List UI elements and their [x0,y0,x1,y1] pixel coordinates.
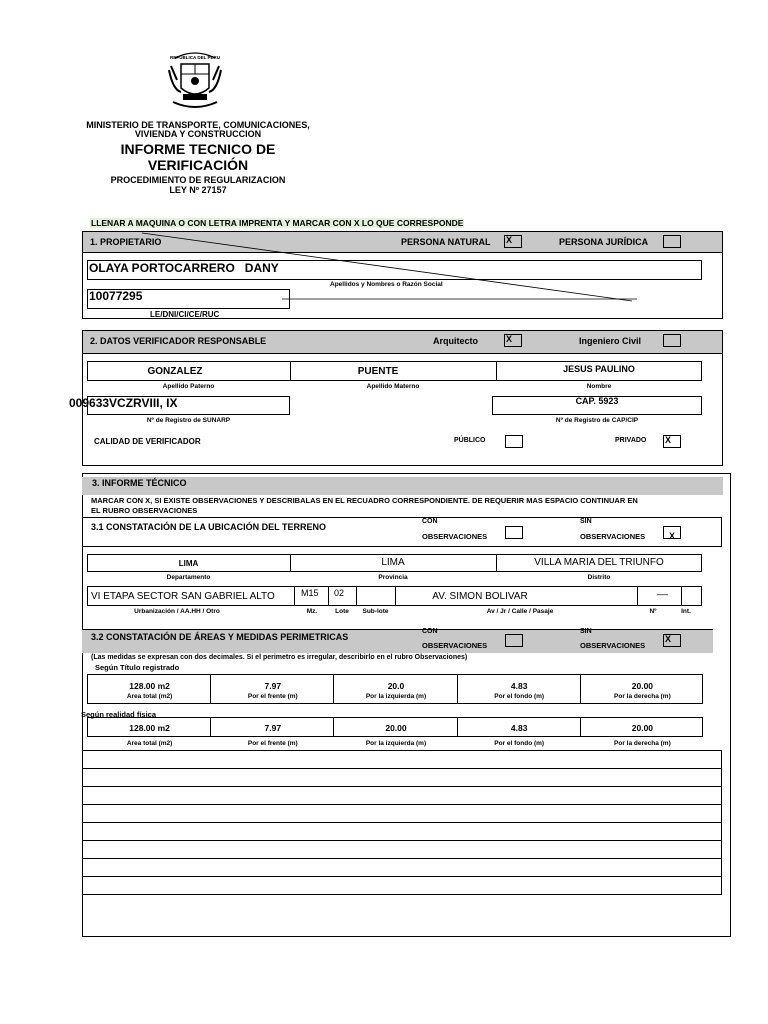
arquitecto-label: Arquitecto [433,336,478,346]
location-con-obs-label: OBSERVACIONES [422,532,488,541]
ministry-name-line1: MINISTERIO DE TRANSPORTE, COMUNICACIONES, [86,120,310,130]
titulo-measure-caption-3: Por el fondo (m) [494,693,545,700]
areas-note: (Las medidas se expresan con dos decimales. Si el perimetro es irregular, describirlo en el rubro Observaciones) [91,654,468,661]
realidad-measure-caption-2: Por la izquierda (m) [365,740,427,747]
observation-line [82,804,722,805]
nombre-caption: Nombre [586,383,612,390]
ingeniero-checkbox[interactable] [663,334,681,347]
realidad-measure-caption-4: Por la derecha (m) [614,740,671,747]
persona-natural-checkbox[interactable]: X [504,235,522,248]
law-number: LEY Nº 27157 [169,185,227,195]
cap-caption: Nº de Registro de CAP/CIP [555,417,639,424]
int-caption: Int. [681,608,691,615]
urbanizacion-value[interactable]: VI ETAPA SECTOR SAN GABRIEL ALTO [91,591,275,602]
lote-caption: Lote [335,608,349,615]
titulo-registrado-label: Según Título registrado [95,663,180,672]
section-owner-title: 1. PROPIETARIO [90,237,162,247]
areas-sin-obs-label: OBSERVACIONES [580,641,646,650]
cap-value: CAP. 5923 [575,396,619,406]
ministry-name-line2: VIVIENDA Y CONSTRUCCION [134,129,262,139]
realidad-measure-caption-0: Area total (m2) [126,740,173,747]
realidad-measure-caption-3: Por el fondo (m) [494,740,545,747]
coat-of-arms-logo [165,50,225,114]
titulo-measure-value-0[interactable]: 128.00 m2 [129,681,170,691]
realidad-fisica-label: Según realidad física [81,710,157,719]
realidad-measures-row [87,717,703,747]
observation-line [82,768,722,769]
titulo-measure-value-4[interactable]: 20.00 [631,681,654,691]
arquitecto-checkbox[interactable]: X [504,334,522,347]
numero-caption: Nº [649,608,657,615]
observation-line [82,858,722,859]
document-title-line2: VERIFICACIÓN [147,157,249,173]
document-title-line1: INFORME TECNICO DE [120,141,276,157]
persona-natural-label: PERSONA NATURAL [401,237,491,247]
titulo-measure-value-3[interactable]: 4.83 [510,681,528,691]
owner-name-caption: Apellidos y Nombres o Razón Social [330,281,443,288]
titulo-measure-caption-0: Area total (m2) [126,693,173,700]
apellido-paterno-caption: Apellido Paterno [162,383,215,390]
departamento-caption: Departamento [166,574,211,581]
distrito-caption: Distrito [587,574,611,581]
location-con-checkbox[interactable] [505,526,523,539]
mz-caption: Mz. [306,608,318,615]
titulo-measure-value-2[interactable]: 20.0 [387,681,405,691]
realidad-measure-caption-1: Por el frente (m) [247,740,298,747]
procedure-name: PROCEDIMIENTO DE REGULARIZACION [110,175,286,185]
titulo-measure-caption-4: Por la derecha (m) [614,693,671,700]
technical-note-line2: EL RUBRO OBSERVACIONES [91,506,198,515]
technical-note-line1: MARCAR CON X, SI EXISTE OBSERVACIONES Y DESCRIBALAS EN EL RECUADRO CORRESPONDIENTE. DE REQUERIR MAS ESPACIO CONTINUAR EN [91,496,638,505]
titulo-measure-caption-2: Por la izquierda (m) [365,693,427,700]
apellido-materno-value[interactable]: PUENTE [357,366,399,377]
titulo-measure-caption-1: Por el frente (m) [247,693,298,700]
location-sin-obs-label: OBSERVACIONES [580,532,646,541]
nombre-value[interactable]: JESUS PAULINO [563,364,635,374]
owner-document-value: 10077295 [89,289,143,303]
privado-label: PRIVADO [615,437,647,444]
owner-name-value: OLAYA PORTOCARRERO DANY [89,261,279,275]
provincia-value[interactable]: LIMA [381,557,405,568]
section-verifier-title: 2. DATOS VERIFICADOR RESPONSABLE [90,336,267,346]
location-con-label: CON [422,518,438,525]
observation-line [82,876,722,877]
mz-value[interactable]: M15 [301,588,319,598]
titulo-measure-value-1[interactable]: 7.97 [264,681,282,691]
realidad-measure-value-2[interactable]: 20.00 [385,723,407,733]
owner-document-caption: LE/DNI/CI/CE/RUC [150,310,220,319]
location-subsection-title: 3.1 CONSTATACIÓN DE LA UBICACIÓN DEL TERRENO [91,522,327,532]
section-technical-title: 3. INFORME TÉCNICO [92,478,187,488]
observation-line [82,786,722,787]
areas-con-checkbox[interactable] [505,634,523,647]
persona-juridica-label: PERSONA JURÍDICA [559,237,649,247]
urbanizacion-caption: Urbanización / AA.HH / Otro [134,608,220,615]
sublote-caption: Sub-lote [362,608,389,615]
via-value[interactable]: AV. SIMON BOLIVAR [432,591,528,602]
apellido-paterno-value[interactable]: GONZALEZ [147,366,203,377]
lote-value[interactable]: 02 [334,588,345,598]
location-sin-checkbox[interactable]: X [663,526,681,539]
realidad-measure-value-0[interactable]: 128.00 m2 [129,723,170,733]
ingeniero-label: Ingeniero Civil [579,336,642,346]
departamento-value[interactable]: LIMA [178,559,199,568]
realidad-measure-value-4[interactable]: 20.00 [631,723,654,733]
sunarp-value: 009633VCZRVIII, IX [69,396,178,410]
observation-line [82,894,722,895]
publico-label: PÚBLICO [454,437,486,444]
titulo-measures-row [87,674,703,704]
distrito-value[interactable]: VILLA MARIA DEL TRIUNFO [534,557,664,568]
via-caption: Av / Jr / Calle / Pasaje [486,608,554,615]
observation-line [82,840,722,841]
realidad-measure-value-1[interactable]: 7.97 [264,723,282,733]
observation-line [82,822,722,823]
areas-sin-label: SIN [580,628,592,635]
areas-con-label: CON [422,628,438,635]
provincia-caption: Provincia [378,574,408,581]
calidad-label: CALIDAD DE VERIFICADOR [94,437,201,446]
realidad-measure-value-3[interactable]: 4.83 [510,723,528,733]
observation-line [82,750,722,751]
areas-sin-checkbox[interactable]: X [663,634,681,647]
publico-checkbox[interactable] [505,435,523,448]
privado-checkbox[interactable]: X [663,435,681,448]
svg-text:REPUBLICA DEL PERU: REPUBLICA DEL PERU [169,55,221,60]
location-sin-label: SIN [580,518,592,525]
instruction-text: LLENAR A MAQUINA O CON LETRA IMPRENTA Y MARCAR CON X LO QUE CORRESPONDE [91,218,464,228]
apellido-materno-caption: Apellido Materno [366,383,420,390]
sunarp-caption: Nº de Registro de SUNARP [146,417,231,424]
areas-subsection-title: 3.2 CONSTATACIÓN DE ÁREAS Y MEDIDAS PERIMETRICAS [91,632,349,642]
areas-con-obs-label: OBSERVACIONES [422,641,488,650]
numero-value[interactable]: __ [657,585,669,596]
